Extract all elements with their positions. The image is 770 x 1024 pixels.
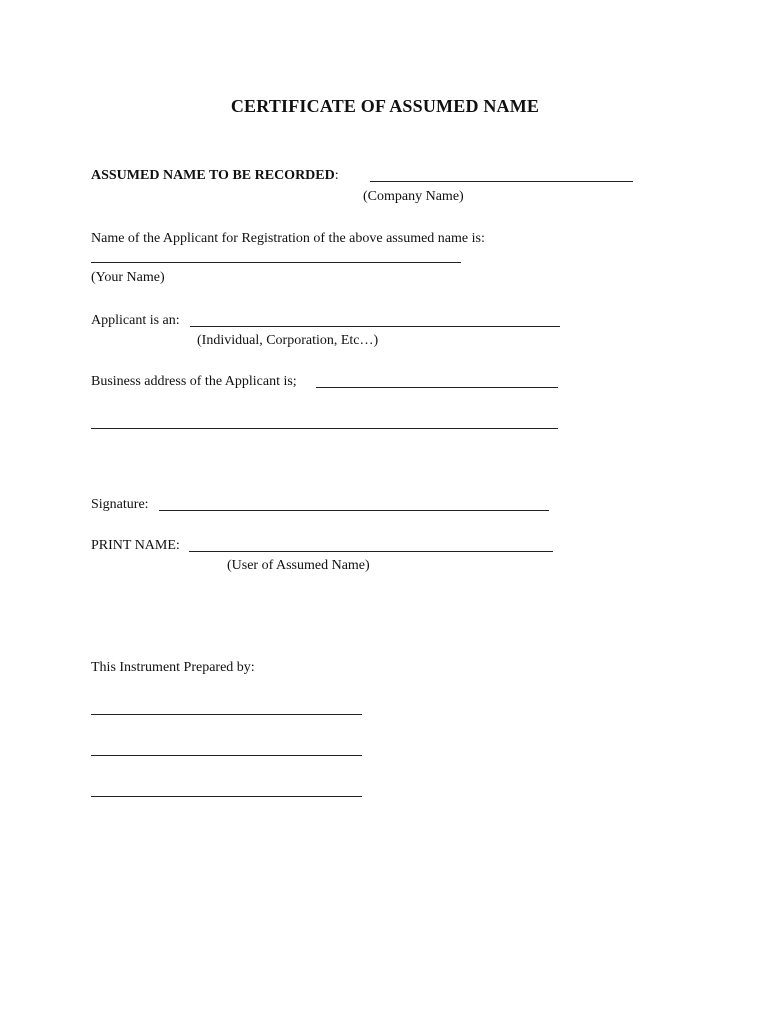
print-name-hint: (User of Assumed Name) — [227, 558, 370, 573]
prepared-by-field-line-1[interactable] — [91, 714, 362, 715]
signature-label: Signature: — [91, 497, 149, 512]
business-address-label: Business address of the Applicant is; — [91, 374, 297, 389]
applicant-name-field[interactable] — [91, 262, 461, 263]
business-address-field-line-2[interactable] — [91, 428, 558, 429]
business-address-field-line-1[interactable] — [316, 387, 558, 388]
prepared-by-field-line-2[interactable] — [91, 755, 362, 756]
applicant-type-field[interactable] — [190, 326, 560, 327]
assumed-name-colon: : — [334, 168, 339, 183]
applicant-type-hint: (Individual, Corporation, Etc…) — [197, 333, 379, 348]
page-title: CERTIFICATE OF ASSUMED NAME — [230, 96, 540, 116]
prepared-by-field-line-3[interactable] — [91, 796, 362, 797]
applicant-name-label: Name of the Applicant for Registration of the above assumed name is: — [91, 231, 485, 246]
signature-field[interactable] — [159, 510, 549, 511]
your-name-hint: (Your Name) — [91, 270, 165, 285]
assumed-name-label-text: ASSUMED NAME TO BE RECORDED — [91, 168, 335, 183]
assumed-name-field[interactable] — [370, 181, 633, 182]
applicant-type-label: Applicant is an: — [91, 313, 180, 328]
company-name-hint: (Company Name) — [363, 189, 464, 204]
assumed-name-label — [91, 168, 339, 184]
print-name-label: PRINT NAME: — [91, 538, 180, 553]
print-name-field[interactable] — [189, 551, 553, 552]
prepared-by-label: This Instrument Prepared by: — [91, 660, 255, 675]
